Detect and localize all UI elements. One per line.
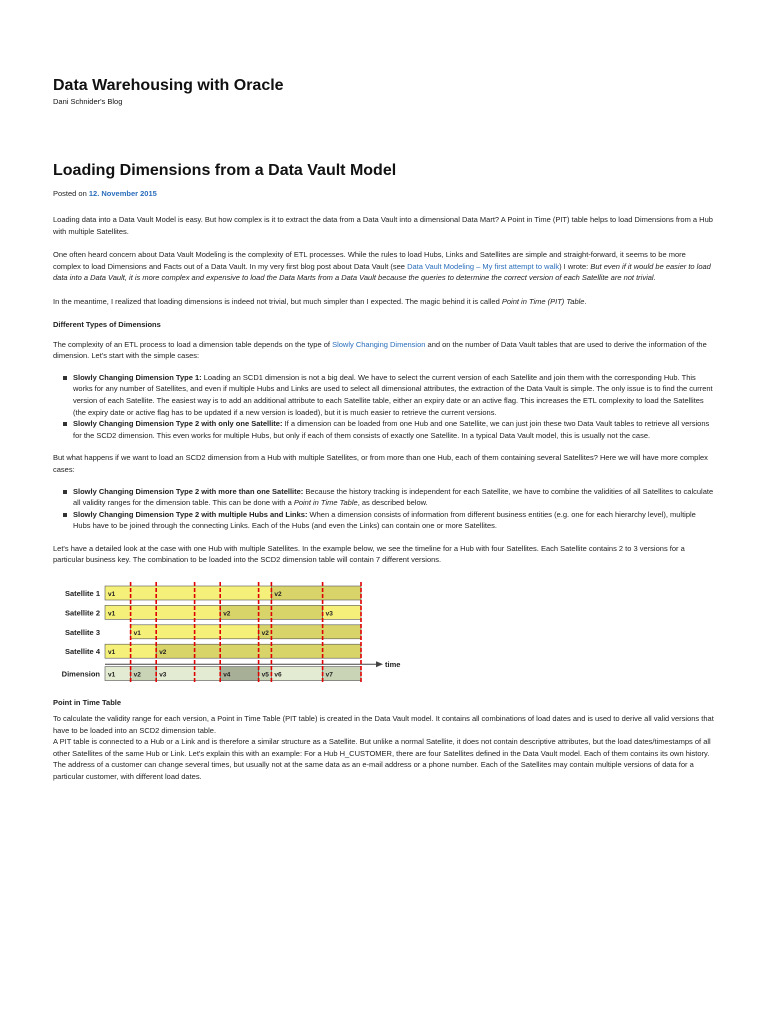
version-segment [105, 605, 220, 619]
version-label: v4 [223, 671, 231, 679]
intro-paragraph: Loading data into a Data Vault Model is easy. But how complex is it to extract the data from a Data Vault into a dimensional Data Mart? A Point in Time (PIT) table helps to load Dimensions from a Hub with multiple Satellites. [53, 215, 713, 236]
version-segment [271, 586, 361, 600]
version-label: v1 [108, 649, 116, 657]
row-label: Satellite 4 [64, 647, 100, 657]
item-title: Slowly Changing Dimension Type 2 with only one Satellite: [73, 419, 283, 429]
list-item [73, 509, 715, 532]
version-label: v1 [108, 591, 116, 599]
text: . [584, 296, 587, 306]
pit-intro-paragraph [53, 296, 715, 308]
quote: But even if it would be easier to load data into a Data Vault, it is more complex and expensive to load the Data Marts from a Data Vault because the queries to determine the correct version of each Satellite are not trivial. [53, 261, 711, 283]
example-paragraph: Let's have a detailed look at the case with one Hub with multiple Satellites. In the example below, we see the timeline for a Hub with four Satellites. Each Satellite contains 2 to 3 versions for a particular business key. The combination to be loaded into the SCD2 dimension table will contain 7 different versions. [53, 543, 685, 565]
version-label: v1 [108, 671, 116, 679]
list-item [73, 486, 715, 509]
timeline-diagram [53, 580, 413, 690]
item-title: Slowly Changing Dimension Type 2 with more than one Satellite: [73, 486, 304, 496]
data-vault-modeling-link[interactable]: Data Vault Modeling – My first attempt to walk [407, 261, 560, 271]
version-label: v6 [274, 671, 282, 679]
post-date-link[interactable]: 12. November 2015 [88, 189, 157, 198]
concern-paragraph [53, 249, 715, 284]
version-segment [259, 625, 361, 639]
site-subtitle: Dani Schnider's Blog [53, 97, 123, 106]
version-label: v1 [108, 610, 116, 618]
version-label: v3 [325, 610, 333, 618]
text: One often heard concern about Data Vault Modeling is the complexity of ETL processes. While the rules to load Hubs, Links and Satellites are simple and straight-forward, it seems to be more complex to load Dimensions and Facts out of a Data Vault. In my very first blog post about Data Vault (see [53, 250, 686, 271]
item-title: Slowly Changing Dimension Type 1: [73, 372, 202, 382]
slowly-changing-dimension-link[interactable]: Slowly Changing Dimension [332, 339, 426, 349]
emphasis: Point in Time (PIT) Table [501, 296, 585, 306]
version-label: v1 [133, 629, 141, 637]
version-label: v2 [261, 629, 269, 637]
post-meta [53, 189, 715, 198]
row-label: Satellite 3 [64, 627, 100, 637]
simple-cases-list [53, 372, 715, 442]
list-item [73, 372, 715, 418]
section-heading-pit: Point in Time Table [53, 698, 122, 708]
version-label: v2 [223, 610, 231, 618]
version-label: v3 [159, 671, 167, 679]
post-title: Loading Dimensions from a Data Vault Model [53, 162, 397, 179]
item-text: If a dimension can be loaded from one Hub and one Satellite, we can just join these two Data Vault tables to retrieve all versions for the SCD2 dimension. This even works for multiple Hubs, but only if each of them consists of exactly one Satellite. In a typical Data Vault model, this is usually not the case. [73, 419, 710, 440]
row-label: Satellite 2 [64, 608, 100, 618]
row-label: Dimension [61, 669, 100, 679]
version-label: v2 [159, 649, 167, 657]
version-label: v7 [325, 671, 333, 679]
pit-paragraph-2: A PIT table is connected to a Hub or a Link and is therefore a similar structure as a Satellite. But unlike a normal Satellite, it does not contain descriptive attributes, but the load dates/timestamps of all other Satellites of the same Hub or Link. Let's explain this with an example: For a Hub H_CUSTOMER, there are four Satellites defined in the Data Vault model. Each of them contains its own history. The address of a customer can change several times, but usually not at the same data as an e-mail address or a phone number. Each of the Satellites may contain multiple versions of data for a particular customer, with different load dates. [53, 737, 711, 782]
text: The complexity of an ETL process to load a dimension table depends on the type of [53, 339, 333, 349]
list-item [73, 418, 715, 441]
version-label: v2 [133, 671, 141, 679]
time-axis-label: time [385, 660, 401, 670]
time-axis-arrow [376, 661, 383, 667]
item-text: Because the history tracking is independent for each Satellite, we have to combine the validities of all Satellites to calculate all validity ranges for the dimension table. This can be done with a [73, 486, 714, 508]
text: ) I wrote: [559, 261, 591, 271]
blog-content [53, 76, 715, 783]
pit-paragraph-1: To calculate the validity range for each version, a Point in Time Table (PIT table) is created in the Data Vault model. It contains all combinations of load dates and is used to derive all valid versions that have to be loaded into an SCD2 dimension table. [53, 714, 714, 735]
text: and on the number of Data Vault tables that are used to derive the information of the dimension. Let's start with the simple cases: [53, 339, 707, 361]
item-text: When a dimension consists of information from different business entities (e.g. one for each hierarchy level), multiple Hubs have to be joined through the connecting Links. Each of the Hubs (and even the Links) can contain one or more Satellites. [73, 509, 696, 531]
text: In the meantime, I realized that loading dimensions is indeed not trivial, but much simpler than I expected. The magic behind it is called [53, 296, 502, 306]
complex-intro-paragraph: But what happens if we want to load an SCD2 dimension from a Hub with multiple Satellites, or from more than one Hub, each of them containing several Satellites? Here we will have more complex cases: [53, 453, 708, 474]
complex-cases-list [53, 486, 715, 532]
posted-prefix: Posted on [53, 189, 89, 198]
site-title[interactable]: Data Warehousing with Oracle [53, 77, 284, 94]
item-emphasis: Point in Time Table [293, 498, 358, 508]
item-text: , as described below. [357, 498, 428, 508]
item-text: Loading an SCD1 dimension is not a big deal. We have to select the current version of each Satellite and join them with the corresponding Hub. This works for any number of Satellites, and even if multiple Hubs and Links are used to select all dimensional attributes, the extraction of the Data Vault is simple. The only issue is to find the current version of each Satellite. The easiest way is to add an additional attribute to each Satellite table, either an expiry date or an active flag. This increases the ETL complexity to load the Satellites (the expiry date or active flag has to be updated if a new version is loaded), but it is much easier to retrieve the current versions. [73, 372, 713, 417]
complexity-paragraph [53, 339, 715, 362]
item-title: Slowly Changing Dimension Type 2 with multiple Hubs and Links: [73, 509, 308, 519]
row-label: Satellite 1 [64, 589, 100, 599]
version-label: v5 [261, 671, 269, 679]
version-label: v2 [274, 591, 282, 599]
section-heading-types: Different Types of Dimensions [53, 319, 161, 329]
